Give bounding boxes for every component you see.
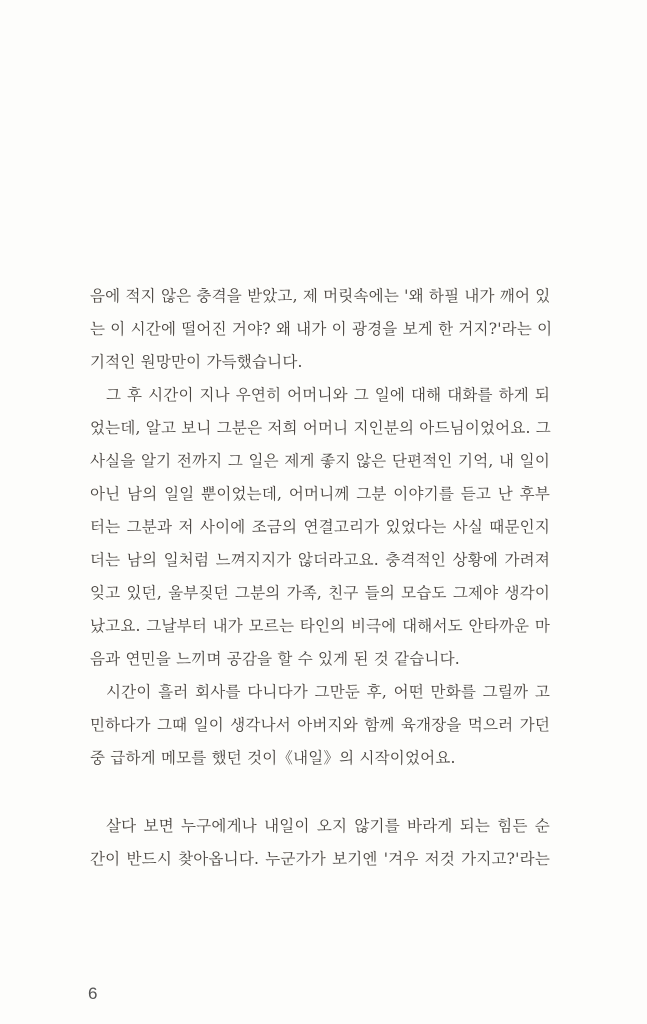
text-line: 음과 연민을 느끼며 공감을 할 수 있게 된 것 같습니다. bbox=[90, 650, 460, 668]
text-line: 났고요. 그날부터 내가 모르는 타인의 비극에 대해서도 안타까운 마 bbox=[90, 617, 550, 635]
text-line: 터는 그분과 저 사이에 조금의 연결고리가 있었다는 사실 때문인지 bbox=[90, 518, 550, 536]
text-line: 기적인 원망만이 가득했습니다. bbox=[90, 353, 303, 371]
text-line: 간이 반드시 찾아옵니다. 누군가가 보기엔 '겨우 저것 가지고?'라는 bbox=[90, 850, 550, 868]
text-line: 민하다가 그때 일이 생각나서 아버지와 함께 육개장을 먹으러 가던 bbox=[90, 716, 550, 734]
text-line: 사실을 알기 전까지 그 일은 제게 좋지 않은 단편적인 기억, 내 일이 bbox=[90, 452, 550, 470]
text-line: 는 이 시간에 떨어진 거야? 왜 내가 이 광경을 보게 한 거지?'라는 이 bbox=[90, 320, 553, 338]
text-line: 음에 적지 않은 충격을 받았고, 제 머릿속에는 '왜 하필 내가 깨어 있 bbox=[90, 287, 551, 305]
text-line: 잊고 있던, 울부짖던 그분의 가족, 친구 들의 모습도 그제야 생각이 bbox=[90, 584, 550, 602]
text-line: 었는데, 알고 보니 그분은 저희 어머니 지인분의 아드님이었어요. 그 bbox=[90, 419, 551, 437]
text-line: 살다 보면 누구에게나 내일이 오지 않기를 바라게 되는 힘든 순 bbox=[106, 817, 550, 835]
text-line: 아닌 남의 일일 뿐이었는데, 어머니께 그분 이야기를 듣고 난 후부 bbox=[90, 485, 550, 503]
text-line: 시간이 흘러 회사를 다니다가 그만둔 후, 어떤 만화를 그릴까 고 bbox=[106, 683, 550, 701]
text-line: 중 급하게 메모를 했던 것이《내일》의 시작이었어요. bbox=[90, 749, 456, 767]
page-number: 6 bbox=[88, 984, 98, 1003]
text-line: 그 후 시간이 지나 우연히 어머니와 그 일에 대해 대화를 하게 되 bbox=[106, 386, 550, 404]
text-line: 더는 남의 일처럼 느껴지지가 않더라고요. 충격적인 상황에 가려져 bbox=[90, 551, 550, 569]
